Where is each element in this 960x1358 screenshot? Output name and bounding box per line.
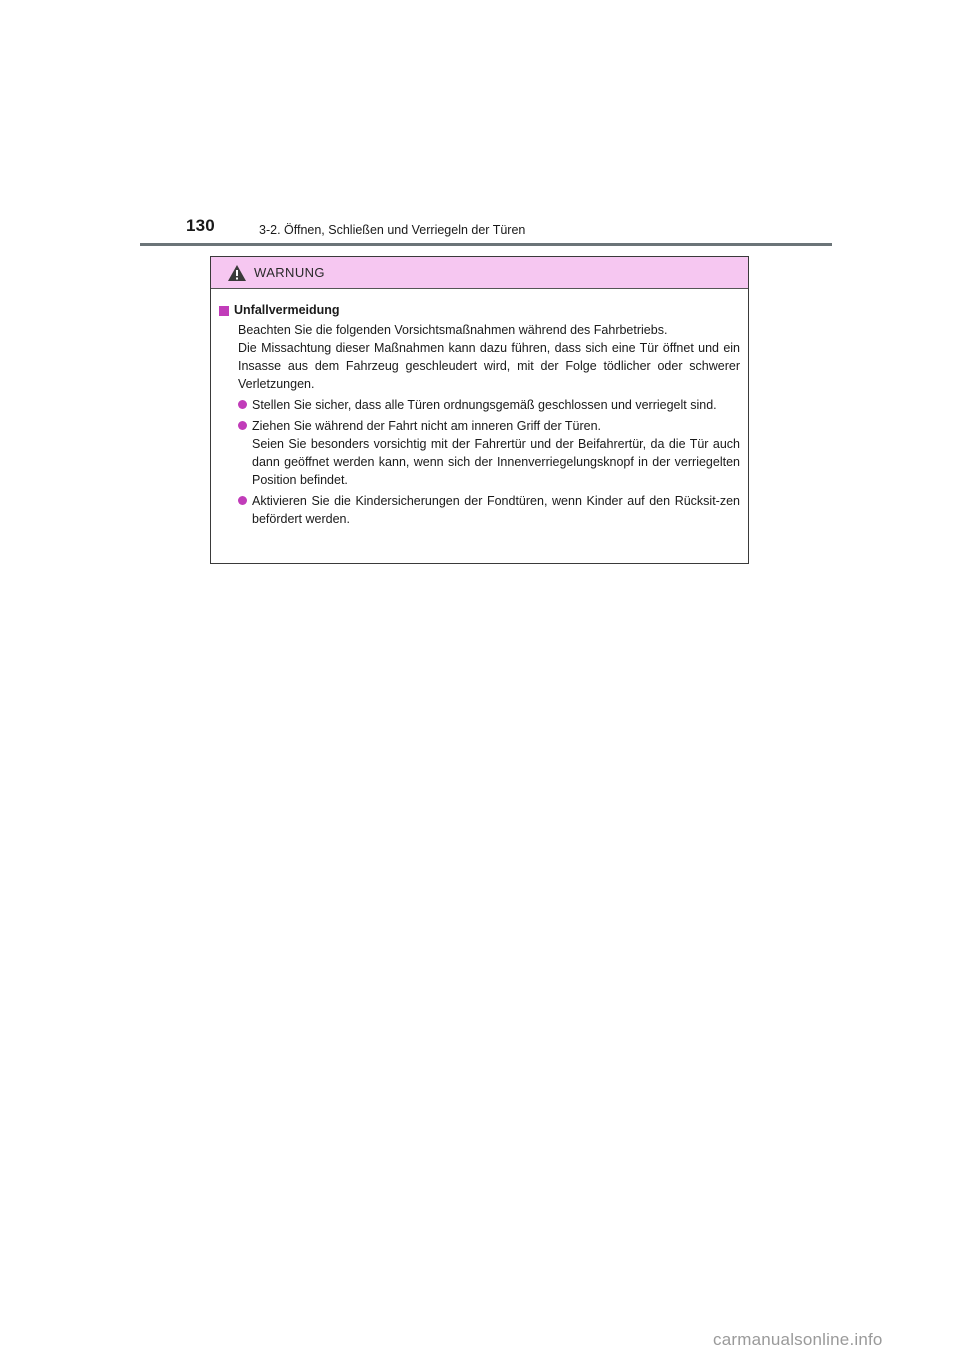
bullet-text: Aktivieren Sie die Kindersicherungen der Fondtüren, wenn Kinder auf den Rücksit-zen befördert werden. xyxy=(252,494,740,526)
round-bullet-icon xyxy=(238,400,247,409)
warning-box xyxy=(210,256,749,564)
warning-triangle-icon xyxy=(227,264,247,282)
warning-title: WARNUNG xyxy=(254,265,325,280)
intro-paragraph: Beachten Sie die folgenden Vorsichtsmaßnahmen während des Fahrbetriebs. xyxy=(238,323,668,337)
round-bullet-icon xyxy=(238,421,247,430)
warning-header xyxy=(211,257,748,289)
consequence-paragraph: Die Missachtung dieser Maßnahmen kann dazu führen, dass sich eine Tür öffnet und ein Insasse aus dem Fahrzeug geschleudert wird, mit der Folge tödlicher oder schwerer Verletzungen. xyxy=(238,341,740,391)
header-rule xyxy=(140,243,832,246)
bullet-text: Stellen Sie sicher, dass alle Türen ordnungsgemäß geschlossen und verriegelt sind. xyxy=(252,398,717,412)
round-bullet-icon xyxy=(238,496,247,505)
watermark: carmanualsonline.info xyxy=(713,1330,883,1349)
list-item xyxy=(238,417,740,489)
topic-title: Unfallvermeidung xyxy=(234,303,340,317)
square-bullet-icon xyxy=(219,306,229,316)
list-item xyxy=(238,492,740,528)
warning-body xyxy=(211,289,748,528)
section-title: 3-2. Öffnen, Schließen und Verriegeln der Türen xyxy=(259,223,526,237)
list-item xyxy=(238,396,740,414)
precaution-list xyxy=(238,396,740,528)
topic-heading xyxy=(219,301,740,319)
page-number: 130 xyxy=(186,216,215,235)
bullet-text: Seien Sie besonders vorsichtig mit der Fahrertür und der Beifahrertür, da die Tür auch dann geöffnet werden kann, wenn sich der Innenverriegelungsknopf in der verriegelten Position befindet. xyxy=(252,437,740,487)
bullet-text: Ziehen Sie während der Fahrt nicht am inneren Griff der Türen. xyxy=(252,419,602,433)
